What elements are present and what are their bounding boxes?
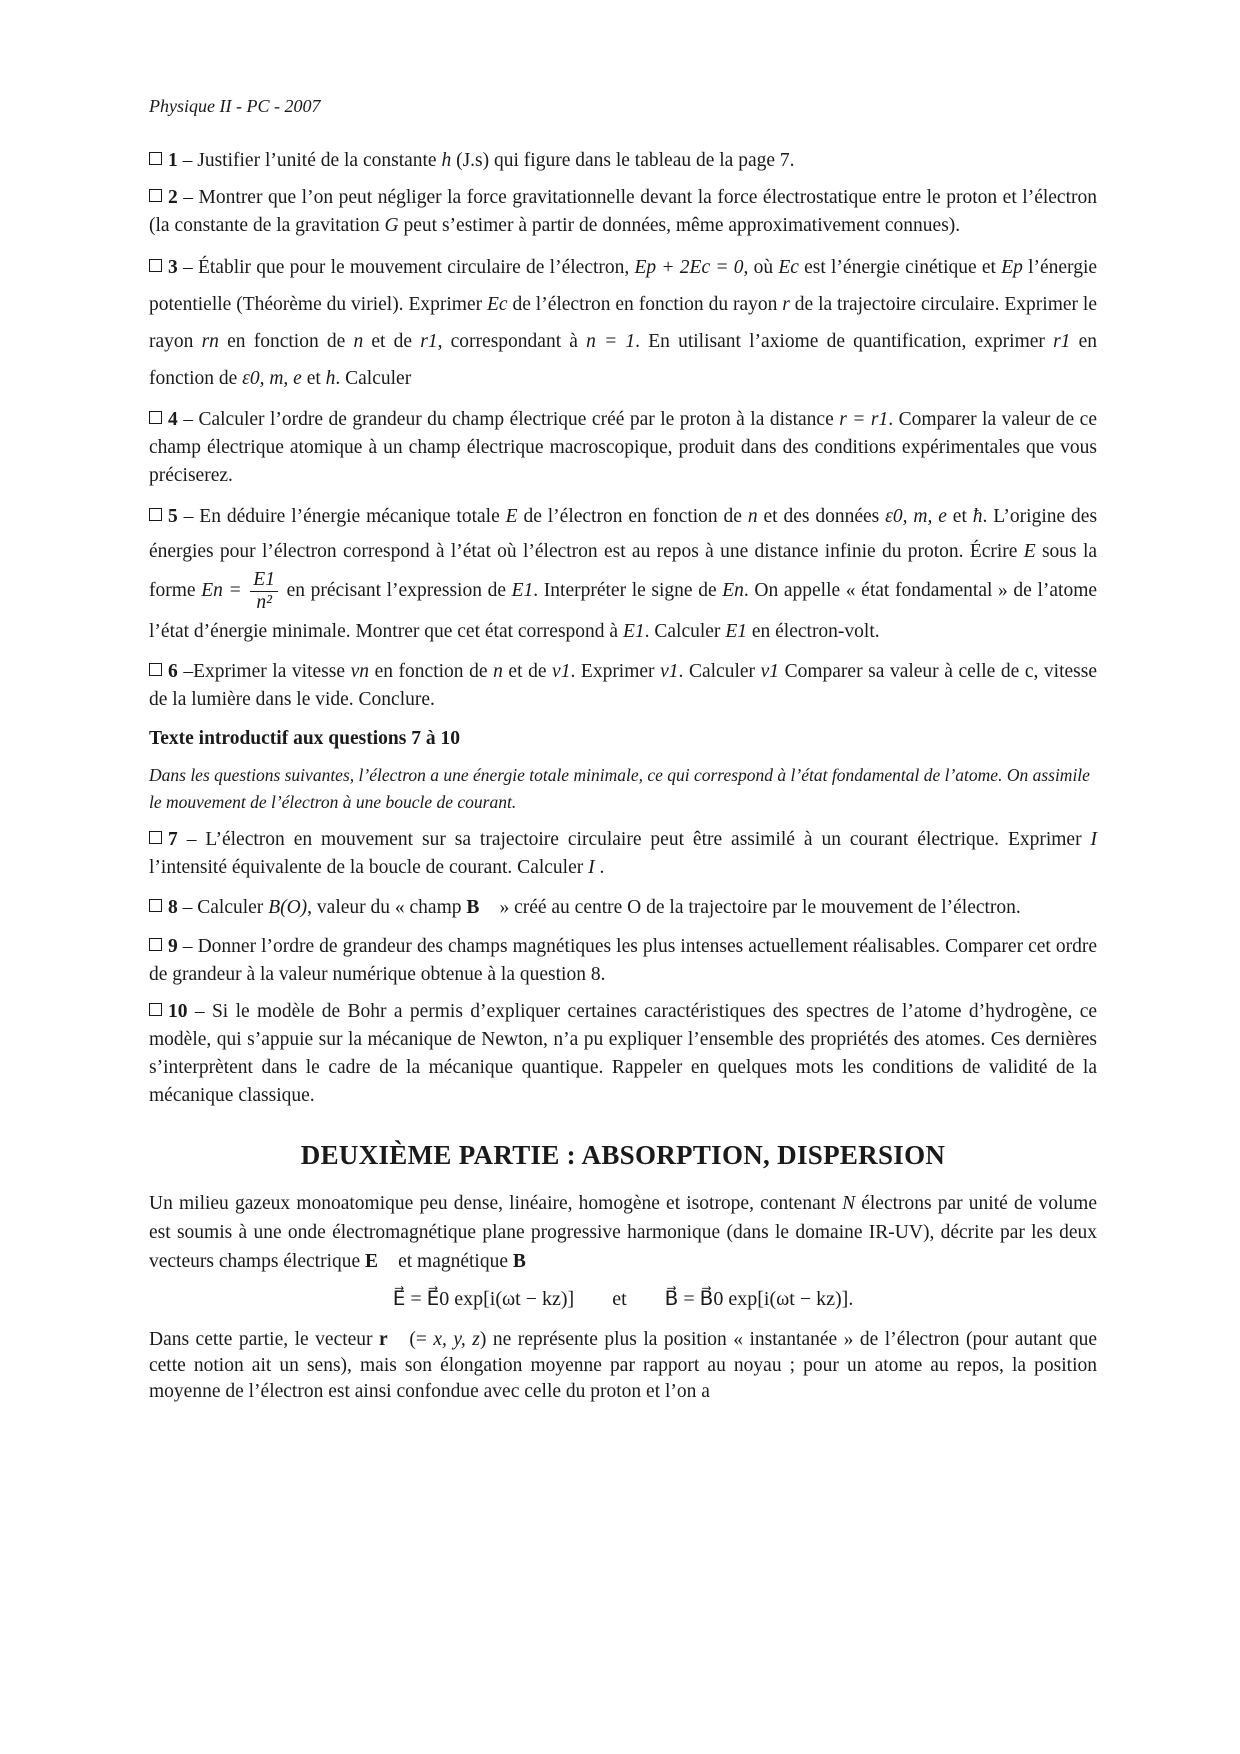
question-10: 10 – Si le modèle de Bohr a permis d’expliquer certaines caractéristiques des spectres de l’atome d’hydrogène, ce modèle, qui s’appuie sur la mécanique de Newton, n’a pu expliquer l’ensemble des propriétés des atomes. Ces dernières s’interprètent dans le cadre de la mécanique quantique. Rappeler en quelques mots les conditions de validité de la mécanique classique. <box>149 1001 1098 1106</box>
checkbox-icon <box>149 189 162 202</box>
fraction-e1-over-n2: $\frac{E1}{\text{n²}}$ <box>250 569 278 614</box>
intro-text: Dans les questions suivantes, l’électron a une énergie totale minimale, ce qui correspond à l’état fondamental de l’atome. On assimile le mouvement de l’électron à une boucle de courant. <box>149 765 1090 812</box>
question-4: 4 – Calculer l’ordre de grandeur du champ électrique créé par le proton à la distance r = r1. Comparer la valeur de ce champ électrique atomique à un champ électrique macroscopique, produit dans des conditions expérimentales que vous préciserez. <box>149 409 1097 486</box>
checkbox-icon <box>149 899 162 912</box>
checkbox-icon <box>149 663 162 676</box>
question-number: 1 <box>168 150 178 171</box>
question-number: 10 <box>168 1001 188 1022</box>
checkbox-icon <box>149 152 162 165</box>
question-5: 5 – En déduire l’énergie mécanique totale E de l’électron en fonction de n et des données ε0, m, e et ħ. L’origine des énergies pour l’électron correspond à l’état où l’électron est au repos à une distance infinie du proton. Écrire E sous la forme En = $\frac{E1}{\text{n²}}$ en précisant l’expression de E1. Interpréter le signe de En. On appelle « état fondamental » de l’atome l’état d’énergie minimale. Montrer que cet état correspond à E1. Calculer E1 en électron-volt. <box>149 506 1098 642</box>
question-number: 2 <box>168 187 178 208</box>
question-8: 8 – Calculer B(O), valeur du « champ B⃗ » créé au centre O de la trajectoire par le mouvement de l’électron. <box>149 891 1097 924</box>
question-number: 7 <box>168 829 178 850</box>
page-header: Physique II - PC - 2007 <box>149 96 321 116</box>
question-9: 9 – Donner l’ordre de grandeur des champs magnétiques les plus intenses actuellement réalisables. Comparer cet ordre de grandeur à la valeur numérique obtenue à la question 8. <box>149 936 1097 985</box>
question-number: 9 <box>168 936 178 957</box>
question-number: 6 <box>168 661 178 682</box>
question-number: 3 <box>168 257 178 278</box>
equation-b-field: B⃗ = B⃗0 exp[i(ωt − kz)] <box>664 1288 849 1310</box>
part-paragraph-1: Un milieu gazeux monoatomique peu dense, linéaire, homogène et isotrope, contenant N électrons par unité de volume est soumis à une onde électromagnétique plane progressive harmonique (dans le domaine IR-UV), décrite par les deux vecteurs champs électrique E⃗ et magnétique B⃗ <box>149 1193 1097 1272</box>
part-paragraph-2: Dans cette partie, le vecteur r⃗ (= x, y, z) ne représente plus la position « instantanée » de l’électron (pour autant que cette notion ait un sens), mais son élongation moyenne par rapport au noyau ; pour un atome au repos, la position moyenne de l’électron est ainsi confondue avec celle du proton et l’on a <box>149 1329 1097 1402</box>
question-1: 1 – Justifier l’unité de la constante h (J.s) qui figure dans le tableau de la page 7. <box>149 147 1097 175</box>
equation-e-field: E⃗ = E⃗0 exp[i(ωt − kz)] <box>392 1288 575 1310</box>
checkbox-icon <box>149 1003 162 1016</box>
checkbox-icon <box>149 831 162 844</box>
question-number: 5 <box>168 506 178 527</box>
equation-conjunction: et <box>612 1288 627 1310</box>
section-title: DEUXIÈME PARTIE : ABSORPTION, DISPERSION <box>300 1140 946 1170</box>
wave-equation: E⃗ = E⃗0 exp[i(ωt − kz)] et B⃗ = B⃗0 exp[i(ωt − kz)]. <box>392 1288 854 1310</box>
question-2: 2 – Montrer que l’on peut négliger la force gravitationnelle devant la force électrostatique entre le proton et l’électron (la constante de la gravitation G peut s’estimer à partir de données, même approximativement connues). <box>149 187 1097 236</box>
question-number: 8 <box>168 897 178 918</box>
intro-title: Texte introductif aux questions 7 à 10 <box>149 728 460 749</box>
document-page <box>149 96 1097 1414</box>
question-number: 4 <box>168 409 178 430</box>
question-6: 6 –Exprimer la vitesse vn en fonction de n et de v1. Exprimer v1. Calculer v1 Comparer sa valeur à celle de c, vitesse de la lumière dans le vide. Conclure. <box>149 661 1098 710</box>
question-3: 3 – Établir que pour le mouvement circulaire de l’électron, Ep + 2Ec = 0, où Ec est l’énergie cinétique et Ep l’énergie potentielle (Théorème du viriel). Exprimer Ec de l’électron en fonction du rayon r de la trajectoire circulaire. Exprimer le rayon rn en fonction de n et de r1, correspondant à n = 1. En utilisant l’axiome de quantification, exprimer r1 en fonction de ε0, m, e et h. Calculer <box>149 257 1098 389</box>
checkbox-icon <box>149 411 162 424</box>
checkbox-icon <box>149 938 162 951</box>
checkbox-icon <box>149 259 162 272</box>
question-7: 7 – L’électron en mouvement sur sa trajectoire circulaire peut être assimilé à un courant électrique. Exprimer I l’intensité équivalente de la boucle de courant. Calculer I . <box>149 829 1098 878</box>
checkbox-icon <box>149 508 162 521</box>
